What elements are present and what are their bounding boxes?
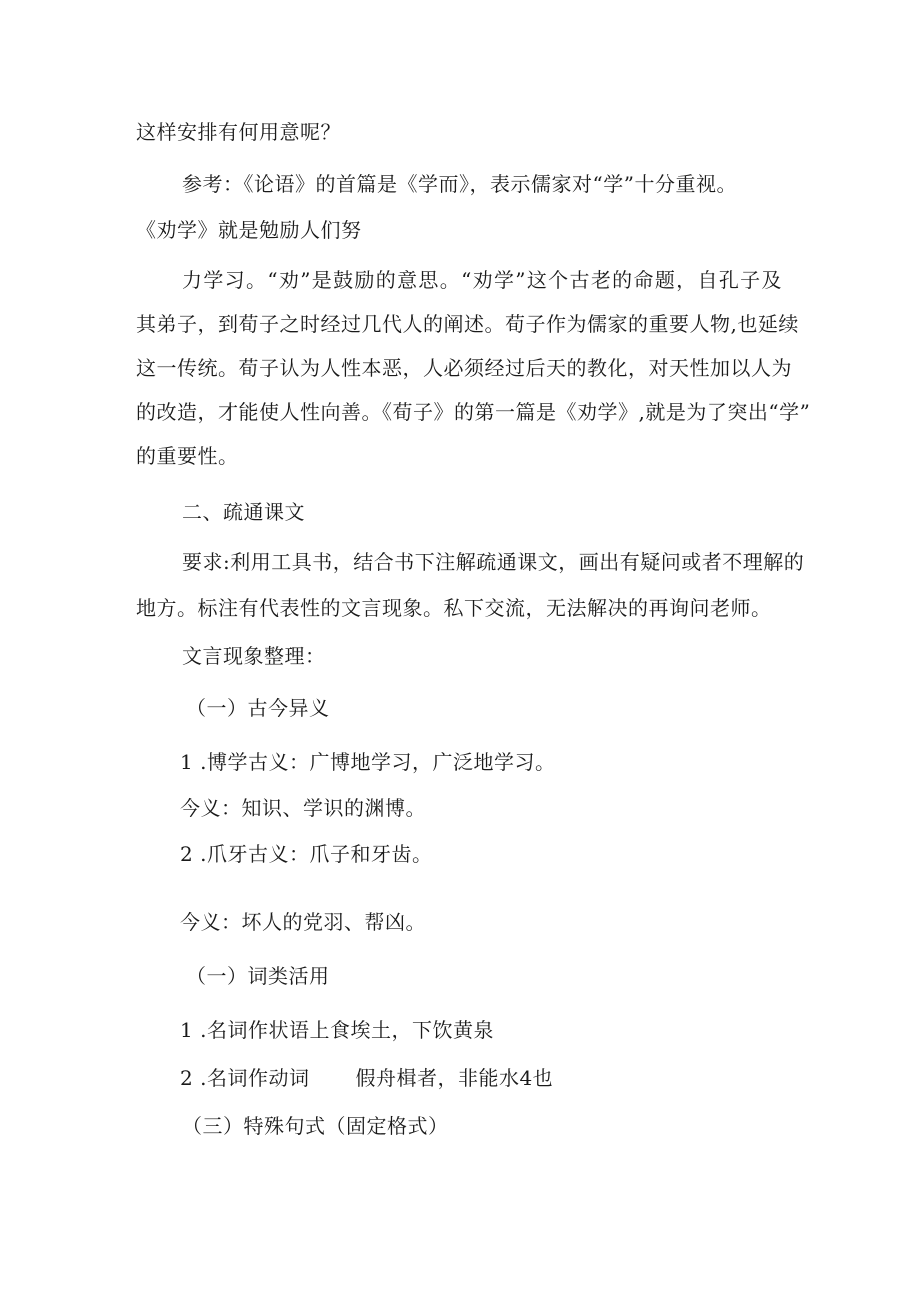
- summary-heading: 文言现象整理：: [182, 644, 326, 668]
- sub2-item-2-example: 假舟楫者，非能水4也: [355, 1066, 554, 1090]
- requirement-line-2: 地方。标注有代表性的文言现象。私下交流，无法解决的再询问老师。: [136, 596, 772, 620]
- sub1-item-1: 1 .博学古义：广博地学习，广泛地学习。: [180, 750, 556, 774]
- reference-para-line-5: 的重要性。: [136, 444, 239, 468]
- reference-line-2: 《劝学》就是勉励人们努: [136, 218, 362, 242]
- reference-para-line-3: 这一传统。荀子认为人性本恶，人必须经过后天的教化，对天性加以人为: [136, 356, 792, 380]
- reference-para-line-1: 力学习。“劝”是鼓励的意思。“劝学”这个古老的命题，自孔子及: [182, 268, 782, 292]
- sub1-item-1-modern: 今义：知识、学识的渊博。: [180, 796, 426, 820]
- sub3-heading: （三）特殊句式（固定格式）: [182, 1114, 449, 1138]
- sub1-heading: （一）古今异义: [186, 696, 330, 720]
- sub2-item-1: 1 .名词作状语上食埃土，下饮黄泉: [180, 1018, 494, 1042]
- sub2-item-2-label: 2 .名词作动词: [180, 1066, 310, 1090]
- reference-para-line-2: 其弟子，到荀子之时经过几代人的阐述。荀子作为儒家的重要人物,也延续: [136, 312, 799, 336]
- reference-line-1: 参考：《论语》的首篇是《学而》，表示儒家对“学”十分重视。: [182, 172, 737, 196]
- sub2-heading: （一）词类活用: [186, 964, 330, 988]
- sub1-item-2: 2 .爪牙古义：爪子和牙齿。: [180, 842, 433, 866]
- reference-para-line-4: 的改造，才能使人性向善。《荀子》的第一篇是《劝学》,就是为了突出“学”: [136, 400, 811, 424]
- requirement-line-1: 要求:利用工具书，结合书下注解疏通课文，画出有疑问或者不理解的: [182, 550, 805, 574]
- intro-question: 这样安排有何用意呢？: [136, 120, 341, 144]
- sub2-item-2: [180, 1064, 553, 1092]
- sub1-item-2-modern: 今义：坏人的党羽、帮凶。: [180, 910, 426, 934]
- section2-heading: 二、疏通课文: [182, 500, 305, 524]
